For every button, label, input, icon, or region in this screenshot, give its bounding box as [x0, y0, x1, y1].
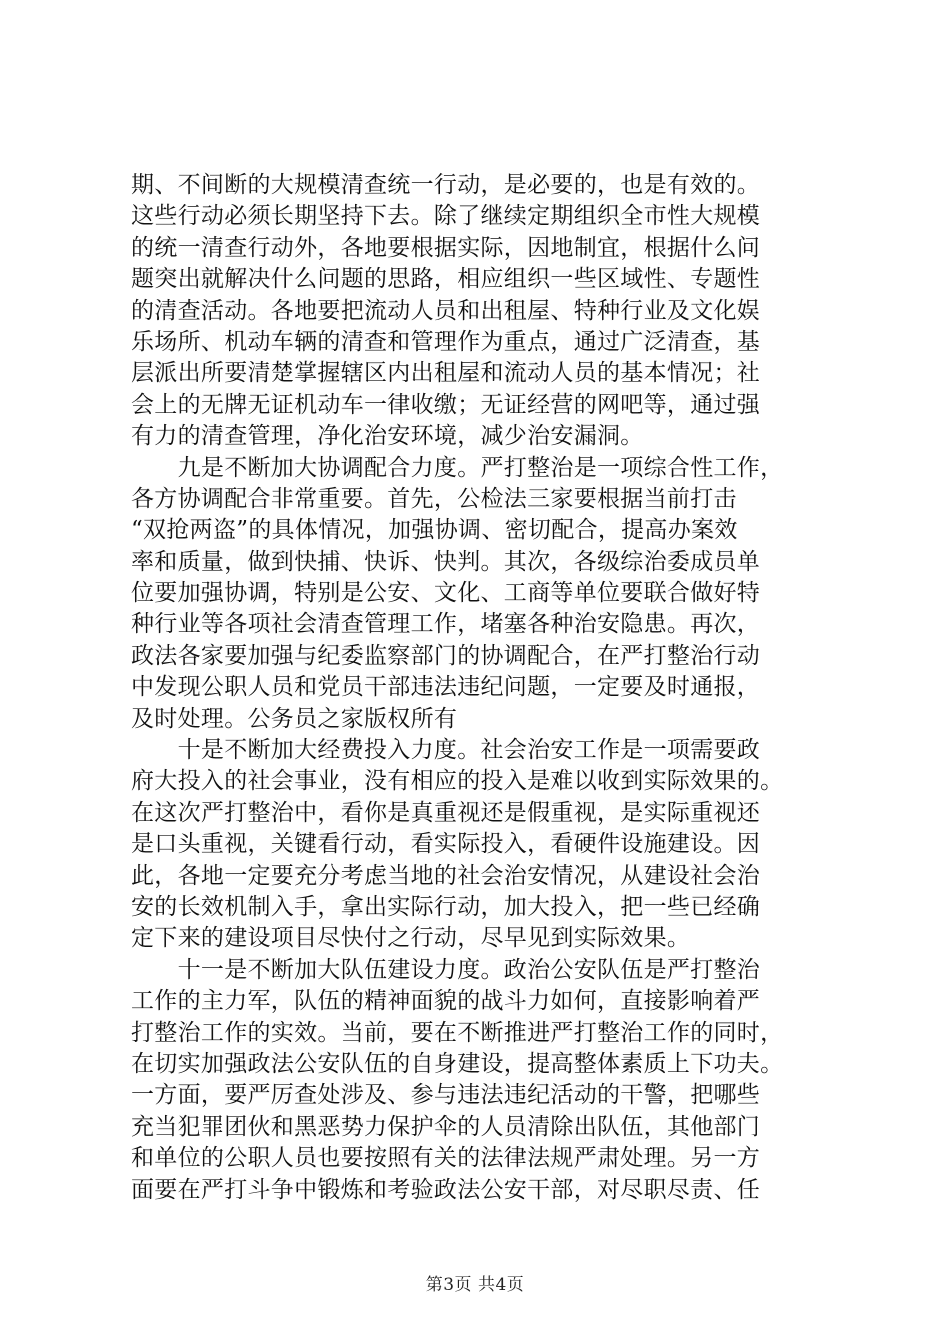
- text-line: 十一是不断加大队伍建设力度。政治公安队伍是严打整治: [131, 956, 761, 983]
- text-line: 种行业等各项社会清查管理工作，堵塞各种治安隐患。再次，: [131, 611, 761, 638]
- text-line: 一方面，要严厉查处涉及、参与违法违纪活动的干警，把哪些: [131, 1082, 761, 1109]
- text-line: 率和质量，做到快捕、快诉、快判。其次，各级综治委成员单: [131, 548, 761, 575]
- text-line: 府大投入的社会事业，没有相应的投入是难以收到实际效果的。: [131, 768, 784, 795]
- text-line: 各方协调配合非常重要。首先，公检法三家要根据当前打击: [131, 485, 737, 512]
- text-line: 充当犯罪团伙和黑恶势力保护伞的人员清除出队伍，其他部门: [131, 1113, 761, 1140]
- text-line: 工作的主力军，队伍的精神面貌的战斗力如何，直接影响着严: [131, 988, 761, 1015]
- text-line: 会上的无牌无证机动车一律收缴；无证经营的网吧等，通过强: [131, 391, 761, 418]
- text-line: 的清查活动。各地要把流动人员和出租屋、特种行业及文化娱: [131, 297, 761, 324]
- text-line: 中发现公职人员和党员干部违法违纪问题，一定要及时通报，: [131, 674, 761, 701]
- page-footer: 第3页 共4页: [425, 1275, 525, 1295]
- text-line: 打整治工作的实效。当前，要在不断推进严打整治工作的同时，: [131, 1019, 784, 1046]
- document-body: [131, 170, 843, 1206]
- text-line: 面要在严打斗争中锻炼和考验政法公安干部，对尽职尽责、任: [131, 1176, 761, 1203]
- paragraph: [131, 955, 843, 1206]
- text-line: 和单位的公职人员也要按照有关的法律法规严肃处理。另一方: [131, 1145, 761, 1172]
- paragraph: [131, 735, 843, 955]
- text-line: 安的长效机制入手，拿出实际行动，加大投入，把一些已经确: [131, 893, 761, 920]
- text-line: 九是不断加大协调配合力度。严打整治是一项综合性工作，: [131, 454, 784, 481]
- text-line: 这些行动必须长期坚持下去。除了继续定期组织全市性大规模: [131, 203, 761, 230]
- text-line: 政法各家要加强与纪委监察部门的协调配合，在严打整治行动: [131, 642, 761, 669]
- text-line: 在这次严打整治中，看你是真重视还是假重视，是实际重视还: [131, 799, 761, 826]
- text-line: 及时处理。公务员之家版权所有: [131, 705, 458, 732]
- text-line: 此，各地一定要充分考虑当地的社会治安情况，从建设社会治: [131, 862, 761, 889]
- paragraph: [131, 170, 843, 453]
- text-line: 十是不断加大经费投入力度。社会治安工作是一项需要政: [131, 737, 761, 764]
- text-line: 乐场所、机动车辆的清查和管理作为重点，通过广泛清查，基: [131, 328, 761, 355]
- text-line: “双抢两盗”的具体情况，加强协调、密切配合，提高办案效: [131, 517, 738, 544]
- text-line: 位要加强协调，特别是公安、文化、工商等单位要联合做好特: [131, 580, 761, 607]
- text-line: 定下来的建设项目尽快付之行动，尽早见到实际效果。: [131, 925, 691, 952]
- text-line: 是口头重视，关键看行动，看实际投入，看硬件设施建设。因: [131, 831, 761, 858]
- text-line: 期、不间断的大规模清查统一行动，是必要的，也是有效的。: [131, 172, 761, 198]
- text-line: 有力的清查管理，净化治安环境，减少治安漏洞。: [131, 423, 644, 450]
- paragraph: [131, 453, 843, 736]
- text-line: 的统一清查行动外，各地要根据实际，因地制宜，根据什么问: [131, 234, 761, 261]
- text-line: 在切实加强政法公安队伍的自身建设，提高整体素质上下功夫。: [131, 1050, 784, 1077]
- text-line: 题突出就解决什么问题的思路，相应组织一些区域性、专题性: [131, 266, 761, 293]
- text-line: 层派出所要清楚掌握辖区内出租屋和流动人员的基本情况；社: [131, 360, 761, 387]
